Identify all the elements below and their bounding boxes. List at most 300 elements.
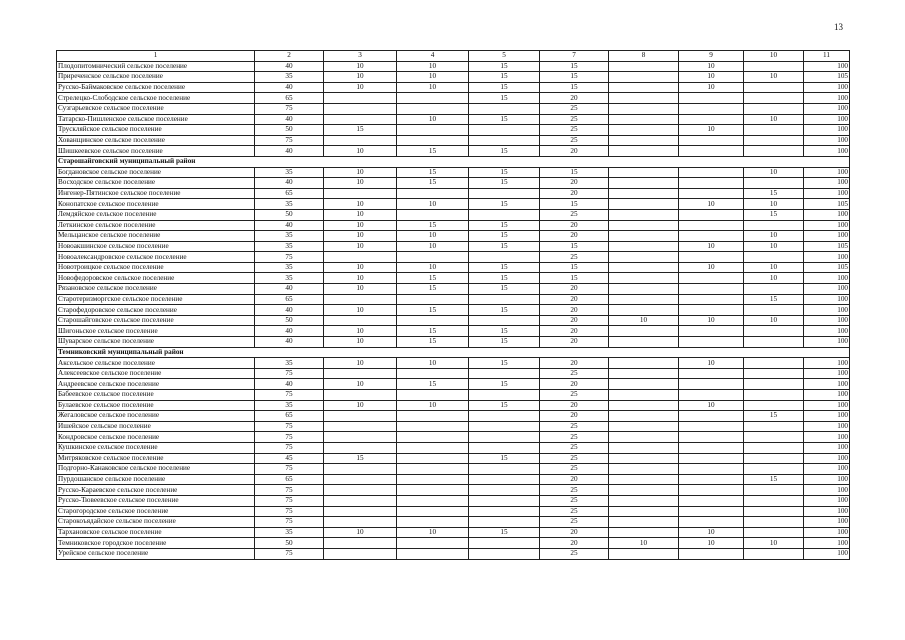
value-cell: 15	[397, 326, 469, 337]
total-cell: 105	[804, 262, 850, 273]
value-cell	[609, 421, 679, 432]
total-cell: 100	[804, 82, 850, 93]
value-cell: 25	[540, 485, 609, 496]
value-cell: 15	[744, 188, 804, 199]
value-cell	[609, 82, 679, 93]
value-cell: 20	[540, 337, 609, 348]
value-cell	[609, 61, 679, 72]
settlement-name-cell: Богдановское сельское поселение	[57, 167, 255, 178]
value-cell	[324, 114, 397, 125]
settlement-name-cell: Подгорно-Канаковское сельское поселение	[57, 464, 255, 475]
value-cell	[744, 506, 804, 517]
value-cell	[744, 527, 804, 538]
settlement-name-cell: Шишкеевское сельское поселение	[57, 146, 255, 157]
value-cell	[324, 421, 397, 432]
value-cell	[397, 135, 469, 146]
value-cell: 10	[397, 527, 469, 538]
table-row	[57, 517, 850, 528]
value-cell	[679, 517, 744, 528]
table-row	[57, 432, 850, 443]
total-cell: 100	[804, 464, 850, 475]
value-cell: 10	[744, 241, 804, 252]
value-cell	[744, 305, 804, 316]
value-cell: 10	[324, 167, 397, 178]
value-cell	[324, 368, 397, 379]
settlement-name-cell: Темниковское городское поселение	[57, 538, 255, 549]
value-cell	[744, 464, 804, 475]
value-cell: 10	[679, 315, 744, 326]
value-cell: 15	[540, 61, 609, 72]
table-row	[57, 135, 850, 146]
value-cell: 65	[255, 411, 324, 422]
value-cell	[609, 178, 679, 189]
table-row	[57, 411, 850, 422]
settlement-name-cell: Урейское сельское поселение	[57, 548, 255, 559]
settlement-name-cell: Аксельское сельское поселение	[57, 358, 255, 369]
table-row	[57, 485, 850, 496]
value-cell: 75	[255, 442, 324, 453]
value-cell: 75	[255, 485, 324, 496]
value-cell	[744, 61, 804, 72]
table-row	[57, 103, 850, 114]
value-cell	[679, 453, 744, 464]
settlement-name-cell: Леткинское сельское поселение	[57, 220, 255, 231]
total-cell: 100	[804, 315, 850, 326]
value-cell	[609, 453, 679, 464]
table-body	[57, 51, 850, 560]
value-cell: 10	[324, 61, 397, 72]
value-cell	[744, 220, 804, 231]
value-cell	[324, 442, 397, 453]
value-cell: 40	[255, 82, 324, 93]
value-cell: 75	[255, 103, 324, 114]
total-cell: 100	[804, 379, 850, 390]
district-section-title: Темниковский муниципальный район	[57, 347, 850, 358]
column-number-cell: 7	[540, 51, 609, 62]
value-cell	[609, 262, 679, 273]
value-cell: 15	[469, 358, 540, 369]
table-row	[57, 284, 850, 295]
total-cell: 100	[804, 517, 850, 528]
value-cell: 15	[469, 72, 540, 83]
value-cell	[397, 442, 469, 453]
settlement-name-cell: Конопатское сельское поселение	[57, 199, 255, 210]
value-cell	[679, 506, 744, 517]
value-cell: 25	[540, 390, 609, 401]
value-cell: 35	[255, 72, 324, 83]
value-cell: 15	[469, 400, 540, 411]
value-cell	[679, 411, 744, 422]
value-cell	[744, 135, 804, 146]
total-cell: 100	[804, 146, 850, 157]
value-cell	[679, 103, 744, 114]
page-number: 13	[834, 22, 843, 32]
total-cell: 100	[804, 135, 850, 146]
settlement-name-cell: Тархановское сельское поселение	[57, 527, 255, 538]
value-cell: 40	[255, 284, 324, 295]
district-section-row	[57, 347, 850, 358]
value-cell	[679, 442, 744, 453]
value-cell	[609, 103, 679, 114]
value-cell	[679, 188, 744, 199]
value-cell	[324, 506, 397, 517]
value-cell	[679, 432, 744, 443]
value-cell	[469, 411, 540, 422]
value-cell: 40	[255, 220, 324, 231]
value-cell: 10	[397, 262, 469, 273]
settlement-name-cell: Ингенер-Пятинское сельское поселение	[57, 188, 255, 199]
table-row	[57, 231, 850, 242]
table-row	[57, 495, 850, 506]
value-cell: 10	[679, 538, 744, 549]
value-cell: 10	[324, 146, 397, 157]
value-cell: 10	[744, 199, 804, 210]
settlement-name-cell: Митряковское сельское поселение	[57, 453, 255, 464]
value-cell	[324, 390, 397, 401]
total-cell: 100	[804, 220, 850, 231]
column-number-cell: 10	[744, 51, 804, 62]
value-cell	[609, 390, 679, 401]
value-cell: 35	[255, 167, 324, 178]
value-cell: 20	[540, 93, 609, 104]
value-cell: 25	[540, 453, 609, 464]
settlement-name-cell: Рязановское сельское поселение	[57, 284, 255, 295]
value-cell: 25	[540, 517, 609, 528]
value-cell	[679, 305, 744, 316]
table-row	[57, 305, 850, 316]
column-number-cell: 5	[469, 51, 540, 62]
value-cell	[609, 220, 679, 231]
value-cell: 15	[469, 220, 540, 231]
value-cell	[397, 421, 469, 432]
value-cell	[469, 432, 540, 443]
total-cell: 100	[804, 411, 850, 422]
value-cell	[397, 464, 469, 475]
table-row	[57, 146, 850, 157]
settlement-name-cell: Старогородское сельское поселение	[57, 506, 255, 517]
value-cell: 75	[255, 421, 324, 432]
value-cell	[397, 517, 469, 528]
column-number-cell: 9	[679, 51, 744, 62]
total-cell: 100	[804, 548, 850, 559]
total-cell: 100	[804, 358, 850, 369]
value-cell: 15	[469, 527, 540, 538]
settlement-name-cell: Кушкинское сельское поселение	[57, 442, 255, 453]
total-cell: 100	[804, 337, 850, 348]
value-cell: 10	[744, 114, 804, 125]
total-cell: 100	[804, 61, 850, 72]
settlement-name-cell: Кондровское сельское поселение	[57, 432, 255, 443]
table-row	[57, 199, 850, 210]
value-cell: 10	[679, 72, 744, 83]
value-cell	[744, 485, 804, 496]
table-row	[57, 368, 850, 379]
column-number-cell: 1	[57, 51, 255, 62]
value-cell	[397, 209, 469, 220]
settlement-name-cell: Пурдошанское сельское поселение	[57, 474, 255, 485]
value-cell	[609, 209, 679, 220]
column-number-cell: 2	[255, 51, 324, 62]
value-cell	[324, 548, 397, 559]
settlement-name-cell: Стрелецко-Слободское сельское поселение	[57, 93, 255, 104]
value-cell: 25	[540, 442, 609, 453]
total-cell: 100	[804, 284, 850, 295]
value-cell	[744, 125, 804, 136]
value-cell	[679, 273, 744, 284]
value-cell	[609, 125, 679, 136]
value-cell	[397, 315, 469, 326]
value-cell	[744, 400, 804, 411]
table-row	[57, 464, 850, 475]
value-cell: 10	[679, 199, 744, 210]
value-cell	[469, 464, 540, 475]
value-cell	[679, 220, 744, 231]
value-cell: 10	[609, 538, 679, 549]
value-cell	[609, 294, 679, 305]
value-cell	[397, 390, 469, 401]
total-cell: 100	[804, 453, 850, 464]
total-cell: 100	[804, 538, 850, 549]
table-row	[57, 220, 850, 231]
value-cell: 15	[397, 337, 469, 348]
value-cell	[744, 379, 804, 390]
value-cell: 75	[255, 495, 324, 506]
value-cell	[397, 548, 469, 559]
value-cell: 15	[469, 379, 540, 390]
value-cell: 35	[255, 231, 324, 242]
table-row	[57, 358, 850, 369]
table-row	[57, 61, 850, 72]
value-cell: 10	[324, 400, 397, 411]
value-cell: 65	[255, 294, 324, 305]
value-cell	[469, 103, 540, 114]
value-cell	[609, 199, 679, 210]
value-cell	[679, 252, 744, 263]
value-cell	[469, 125, 540, 136]
value-cell	[744, 517, 804, 528]
table-row	[57, 506, 850, 517]
value-cell: 45	[255, 453, 324, 464]
value-cell: 15	[469, 114, 540, 125]
settlement-name-cell: Жегаловское сельское поселение	[57, 411, 255, 422]
value-cell	[324, 252, 397, 263]
value-cell: 15	[397, 284, 469, 295]
value-cell: 10	[679, 125, 744, 136]
value-cell: 35	[255, 358, 324, 369]
total-cell: 100	[804, 103, 850, 114]
value-cell	[679, 209, 744, 220]
value-cell	[609, 167, 679, 178]
value-cell: 75	[255, 135, 324, 146]
value-cell	[609, 358, 679, 369]
total-cell: 100	[804, 421, 850, 432]
value-cell	[744, 390, 804, 401]
settlement-name-cell: Ишейское сельское поселение	[57, 421, 255, 432]
total-cell: 100	[804, 527, 850, 538]
district-section-title: Старошайговский муниципальный район	[57, 156, 850, 167]
value-cell	[397, 93, 469, 104]
total-cell: 105	[804, 72, 850, 83]
total-cell: 100	[804, 93, 850, 104]
value-cell: 75	[255, 464, 324, 475]
value-cell	[744, 368, 804, 379]
column-number-cell: 8	[609, 51, 679, 62]
value-cell: 10	[324, 305, 397, 316]
district-section-row	[57, 156, 850, 167]
value-cell: 20	[540, 315, 609, 326]
settlement-name-cell: Трускляйское сельское поселение	[57, 125, 255, 136]
value-cell	[609, 432, 679, 443]
value-cell: 10	[324, 284, 397, 295]
value-cell	[324, 135, 397, 146]
table-row	[57, 82, 850, 93]
value-cell: 20	[540, 411, 609, 422]
value-cell: 15	[469, 82, 540, 93]
column-number-cell: 4	[397, 51, 469, 62]
value-cell: 15	[540, 262, 609, 273]
value-cell	[397, 103, 469, 114]
value-cell	[324, 485, 397, 496]
table-row	[57, 252, 850, 263]
value-cell: 15	[469, 284, 540, 295]
table-row	[57, 548, 850, 559]
value-cell: 10	[324, 358, 397, 369]
value-cell	[679, 548, 744, 559]
settlement-name-cell: Русско-Караевское сельское поселение	[57, 485, 255, 496]
value-cell	[324, 315, 397, 326]
value-cell: 10	[324, 241, 397, 252]
value-cell: 10	[324, 199, 397, 210]
value-cell: 25	[540, 464, 609, 475]
table-row	[57, 262, 850, 273]
value-cell: 25	[540, 252, 609, 263]
value-cell	[744, 146, 804, 157]
total-cell: 100	[804, 167, 850, 178]
value-cell	[609, 527, 679, 538]
settlement-name-cell: Новоакшинское сельское поселение	[57, 241, 255, 252]
total-cell: 100	[804, 273, 850, 284]
value-cell: 50	[255, 125, 324, 136]
value-cell	[609, 93, 679, 104]
value-cell: 10	[324, 527, 397, 538]
value-cell	[744, 421, 804, 432]
value-cell: 15	[469, 305, 540, 316]
value-cell: 10	[397, 82, 469, 93]
value-cell: 40	[255, 379, 324, 390]
settlement-name-cell: Старошайговское сельское поселение	[57, 315, 255, 326]
value-cell	[469, 548, 540, 559]
value-cell: 10	[744, 167, 804, 178]
value-cell: 15	[469, 146, 540, 157]
value-cell: 25	[540, 125, 609, 136]
value-cell: 50	[255, 538, 324, 549]
total-cell: 100	[804, 326, 850, 337]
value-cell: 15	[469, 61, 540, 72]
value-cell: 35	[255, 262, 324, 273]
total-cell: 100	[804, 125, 850, 136]
value-cell: 75	[255, 548, 324, 559]
value-cell	[324, 93, 397, 104]
total-cell: 100	[804, 368, 850, 379]
settlement-name-cell: Мельцанское сельское поселение	[57, 231, 255, 242]
settlement-name-cell: Новотроицкое сельское поселение	[57, 262, 255, 273]
table-row	[57, 337, 850, 348]
value-cell: 65	[255, 188, 324, 199]
value-cell	[744, 93, 804, 104]
value-cell: 75	[255, 368, 324, 379]
table-row	[57, 442, 850, 453]
table-row	[57, 273, 850, 284]
total-cell: 100	[804, 506, 850, 517]
value-cell	[679, 337, 744, 348]
value-cell	[679, 368, 744, 379]
value-cell	[679, 146, 744, 157]
value-cell: 20	[540, 326, 609, 337]
value-cell	[679, 167, 744, 178]
value-cell	[609, 252, 679, 263]
value-cell: 15	[744, 474, 804, 485]
value-cell: 10	[679, 400, 744, 411]
value-cell	[609, 337, 679, 348]
value-cell	[324, 495, 397, 506]
value-cell: 35	[255, 273, 324, 284]
value-cell	[324, 432, 397, 443]
value-cell: 15	[540, 241, 609, 252]
value-cell	[397, 453, 469, 464]
value-cell	[609, 273, 679, 284]
value-cell	[397, 368, 469, 379]
value-cell: 10	[397, 72, 469, 83]
value-cell	[397, 485, 469, 496]
table-row	[57, 209, 850, 220]
value-cell	[469, 538, 540, 549]
value-cell	[324, 464, 397, 475]
value-cell: 20	[540, 146, 609, 157]
value-cell	[609, 305, 679, 316]
value-cell	[609, 188, 679, 199]
value-cell	[679, 231, 744, 242]
table-row	[57, 114, 850, 125]
total-cell: 100	[804, 474, 850, 485]
value-cell: 10	[324, 178, 397, 189]
value-cell: 10	[324, 337, 397, 348]
settlement-name-cell: Хованщинское сельское поселение	[57, 135, 255, 146]
value-cell: 10	[744, 273, 804, 284]
value-cell: 10	[397, 241, 469, 252]
value-cell	[469, 188, 540, 199]
value-cell: 10	[324, 82, 397, 93]
value-cell	[679, 284, 744, 295]
value-cell	[324, 474, 397, 485]
table-row	[57, 421, 850, 432]
value-cell: 40	[255, 178, 324, 189]
settlement-name-cell: Плодопитомнический сельское поселение	[57, 61, 255, 72]
settlement-name-cell: Новофедоровское сельское поселение	[57, 273, 255, 284]
value-cell	[609, 135, 679, 146]
value-cell: 75	[255, 252, 324, 263]
value-cell: 15	[397, 220, 469, 231]
value-cell: 20	[540, 220, 609, 231]
value-cell	[744, 284, 804, 295]
total-cell: 105	[804, 199, 850, 210]
value-cell	[469, 495, 540, 506]
value-cell	[469, 315, 540, 326]
value-cell	[397, 411, 469, 422]
total-cell: 100	[804, 114, 850, 125]
value-cell	[744, 442, 804, 453]
value-cell	[679, 390, 744, 401]
value-cell: 20	[540, 284, 609, 295]
